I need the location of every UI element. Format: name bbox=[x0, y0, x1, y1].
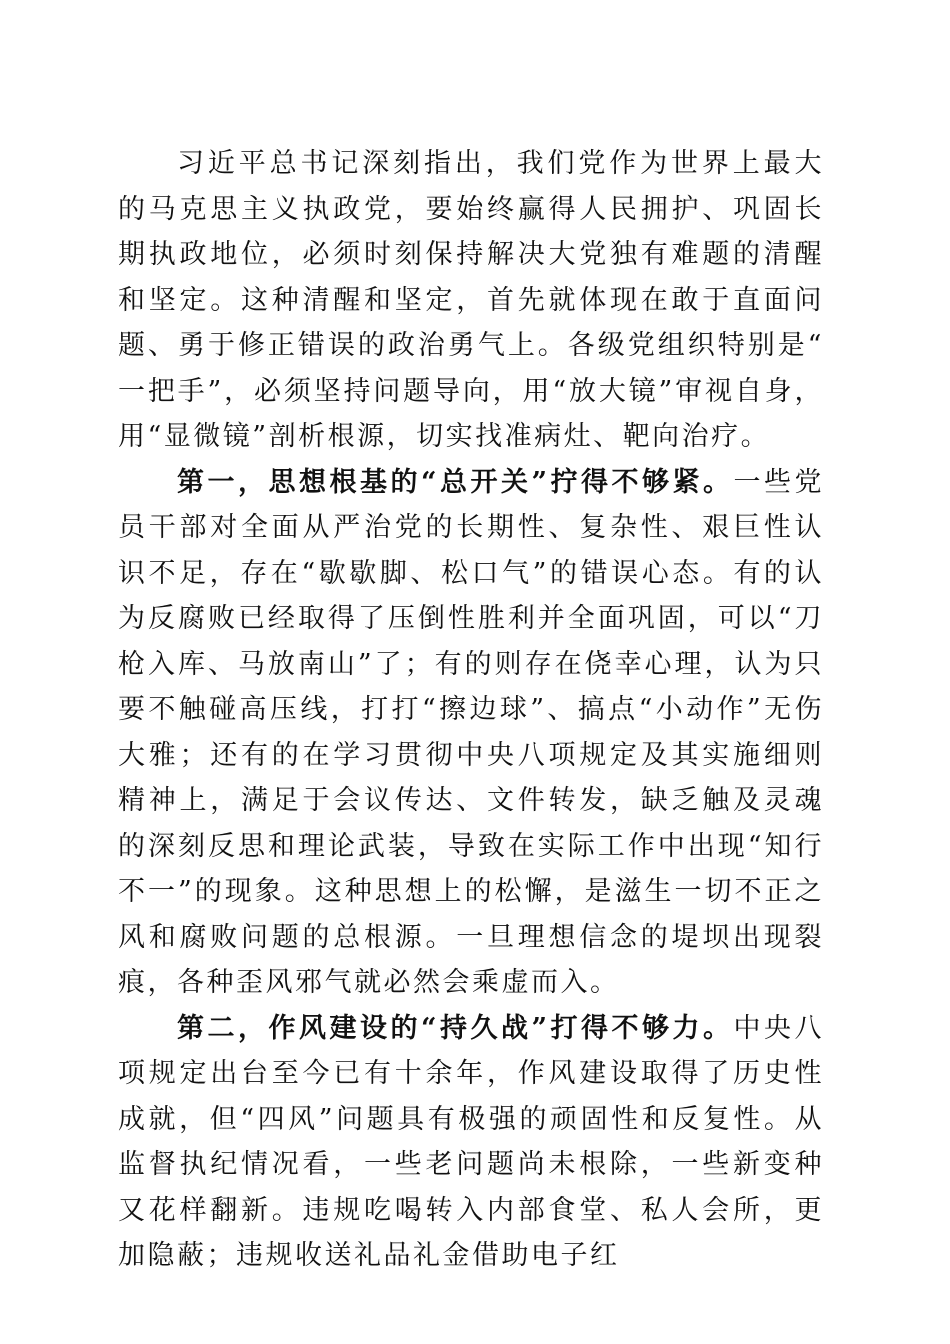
paragraph-lead: 第一，思想根基的“总开关”拧得不够紧。 bbox=[177, 466, 734, 498]
paragraph-point-two bbox=[118, 1006, 824, 1279]
paragraph-intro bbox=[118, 141, 824, 460]
paragraph-lead: 第二，作风建设的“持久战”打得不够力。 bbox=[177, 1012, 734, 1044]
paragraph-text: 习近平总书记深刻指出，我们党作为世界上最大的马克思主义执政党，要始终赢得人民拥护、巩固长期执政地位，必须时刻保持解决大党独有难题的清醒和坚定。这种清醒和坚定，首先就体现在敢于直面问题、勇于修正错误的政治勇气上。各级党组织特别是“一把手”，必须坚持问题导向，用“放大镜”审视自身，用“显微镜”剖析根源，切实找准病灶、靶向治疗。 bbox=[118, 148, 824, 452]
document-body bbox=[118, 141, 824, 1279]
paragraph-text: 一些党员干部对全面从严治党的长期性、复杂性、艰巨性认识不足，存在“歇歇脚、松口气”的错误心态。有的认为反腐败已经取得了压倒性胜利并全面巩固，可以“刀枪入库、马放南山”了；有的则存在侥幸心理，认为只要不触碰高压线，打打“擦边球”、搞点“小动作”无伤大雅；还有的在学习贯彻中央八项规定及其实施细则精神上，满足于会议传达、文件转发，缺乏触及灵魂的深刻反思和理论武装，导致在实际工作中出现“知行不一”的现象。这种思想上的松懈，是滋生一切不正之风和腐败问题的总根源。一旦理想信念的堤坝出现裂痕，各种歪风邪气就必然会乘虚而入。 bbox=[118, 466, 825, 998]
paragraph-text: 中央八项规定出台至今已有十余年，作风建设取得了历史性成就，但“四风”问题具有极强的顽固性和反复性。从监督执纪情况看，一些老问题尚未根除，一些新变种又花样翻新。违规吃喝转入内部食堂、私人会所，更加隐蔽；违规收送礼品礼金借助电子红 bbox=[118, 1012, 825, 1271]
paragraph-point-one bbox=[118, 460, 824, 1006]
